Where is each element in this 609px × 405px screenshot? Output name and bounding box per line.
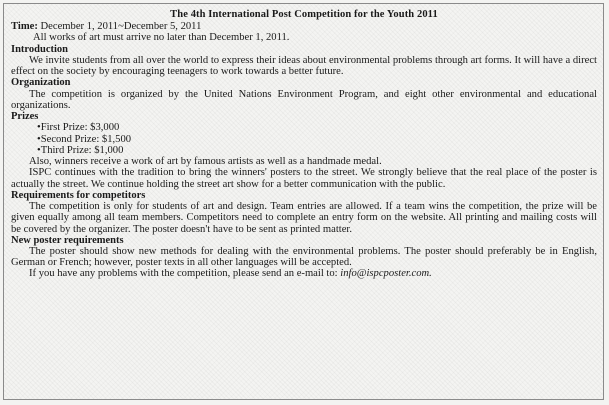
introduction-heading: Introduction [11, 43, 68, 55]
new-poster-text-1: The poster should show new methods for dealing with the environmental problems. The poster should preferably be in English, German or French; however, poster texts in all other languages will be accepted. [11, 246, 597, 269]
prize-list [11, 122, 597, 156]
prize-item-second: • Second Prize: $1,500 [37, 134, 597, 145]
time-label: Time: [11, 21, 38, 32]
prize-item-third: • Third Prize: $1,000 [37, 145, 597, 156]
prizes-text-2: ISPC continues with the tradition to bring the winners' posters to the street. We strongly believe that the real place of the poster is actually the street. We continue holding the street art show for a better communication with the public. [11, 167, 597, 190]
contact-text: If you have any problems with the competition, please send an e-mail to: [29, 268, 338, 280]
competition-notice [3, 3, 604, 400]
requirements-heading: Requirements for competitors [11, 189, 146, 201]
prizes-heading: Prizes [11, 111, 39, 122]
prizes-text-1: Also, winners receive a work of art by famous artists as well as a handmade medal. [29, 156, 382, 168]
new-poster-heading: New poster requirements [11, 234, 124, 246]
time-value: December 1, 2011~December 5, 2011 [40, 21, 202, 32]
organization-heading: Organization [11, 77, 71, 89]
contact-email[interactable]: info@ispcposter.com. [340, 268, 432, 280]
time-note: All works of art must arrive no later than December 1, 2011. [33, 32, 290, 44]
prize-item-first: • First Prize: $3,000 [37, 122, 597, 133]
page-title: The 4th International Post Competition for the Youth 2011 [170, 9, 438, 20]
organization-text: The competition is organized by the United Nations Environment Program, and eight other environmental and educational organizations. [11, 88, 597, 111]
requirements-text: The competition is only for students of art and design. Team entries are allowed. If a team wins the competition, the prize will be given equally among all team members. Competitors need to complete an entry form on the website. All printing and mailing costs will be covered by the organizer. The poster doesn't have to be sent as printed matter. [11, 201, 597, 235]
contact-line [11, 268, 597, 279]
time-line [11, 21, 597, 32]
introduction-text: We invite students from all over the world to express their ideas about environmental problems through art forms. It will have a direct effect on the society by encouraging teenagers to work towards a better future. [11, 54, 597, 78]
